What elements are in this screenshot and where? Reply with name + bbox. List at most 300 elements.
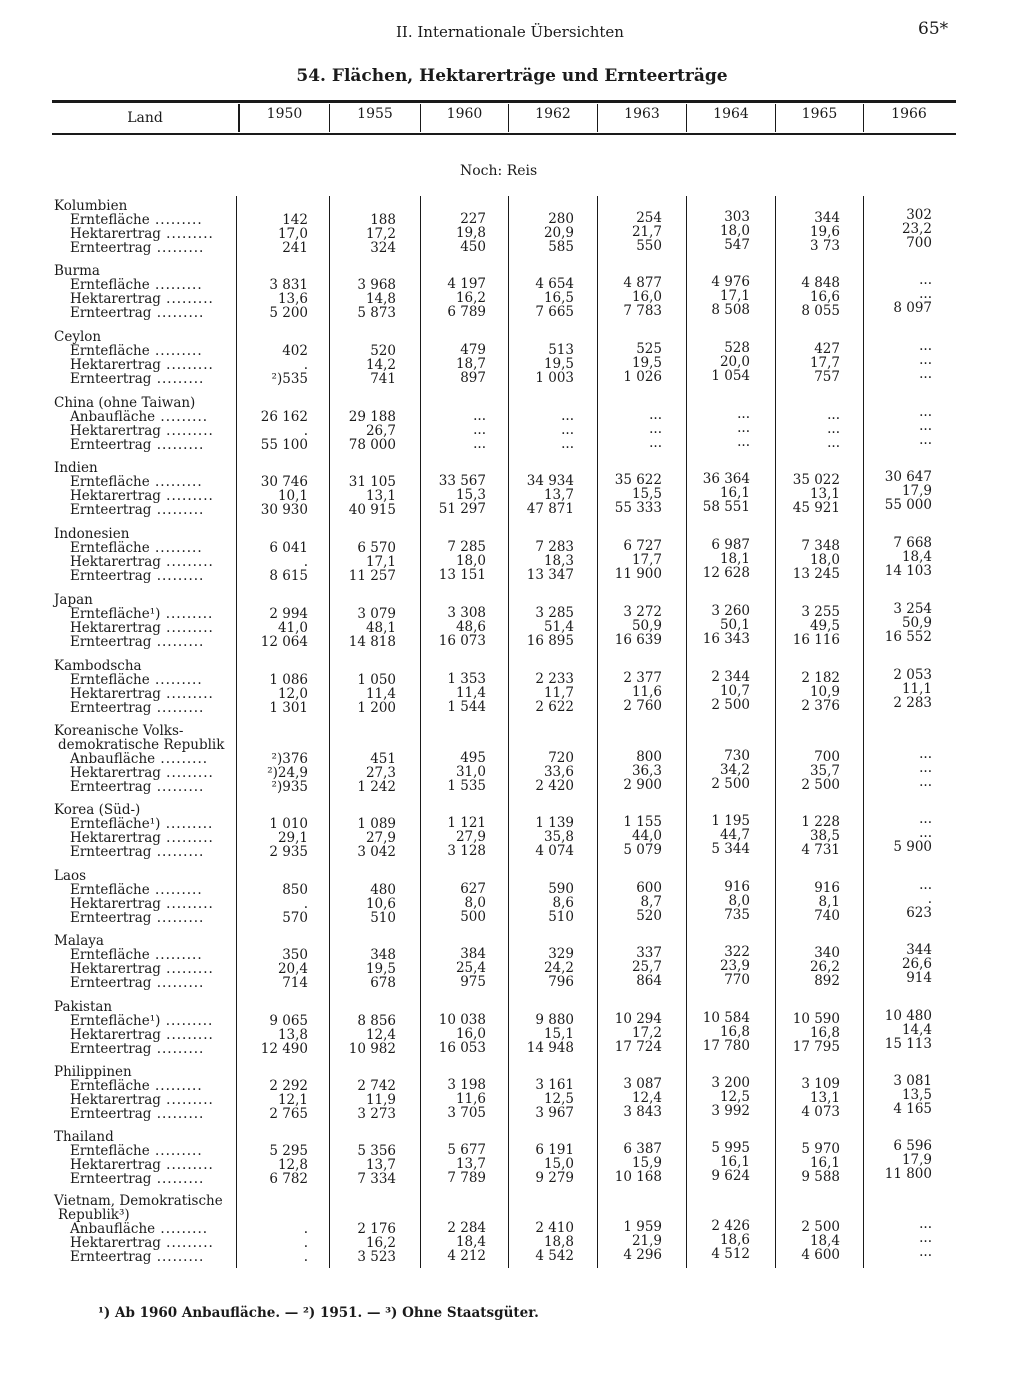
table-cell: 5 079 xyxy=(623,842,662,858)
leader-dots: ......... xyxy=(160,1157,214,1173)
leader-dots: ......... xyxy=(160,765,214,781)
leader-dots: ......... xyxy=(151,1249,205,1265)
table-cell: 1 010 xyxy=(269,816,308,832)
country-name: Malaya xyxy=(54,933,104,949)
table-cell: 13,7 xyxy=(543,487,574,503)
table-cell: 302 xyxy=(906,207,932,223)
table-cell: 48,6 xyxy=(455,619,486,635)
row-label-text: Ernteertrag xyxy=(70,568,152,584)
table-cell: 26,7 xyxy=(365,423,396,439)
table-cell: 49,5 xyxy=(809,618,840,634)
table-cell: 8 055 xyxy=(801,303,840,319)
row-label xyxy=(70,1079,203,1093)
table-cell: 3 198 xyxy=(447,1077,486,1093)
table-cell: 322 xyxy=(724,944,750,960)
table-cell: 6 041 xyxy=(269,540,308,556)
table-cell: 2 344 xyxy=(711,669,750,685)
table-cell: 13 245 xyxy=(792,566,840,582)
column-header-year: 1950 xyxy=(266,106,303,122)
col-divider xyxy=(686,196,687,1268)
table-cell: 730 xyxy=(724,748,750,764)
table-cell: ... xyxy=(919,404,932,420)
table-cell: 1 228 xyxy=(801,814,840,830)
table-cell: 16,8 xyxy=(809,1025,840,1041)
table-cell: 510 xyxy=(370,910,396,926)
table-cell: 479 xyxy=(460,342,486,358)
table-cell: 741 xyxy=(370,371,396,387)
table-cell: 2 500 xyxy=(711,697,750,713)
table-cell: 520 xyxy=(636,908,662,924)
table-cell: 27,9 xyxy=(365,830,396,846)
table-cell: 7 665 xyxy=(535,304,574,320)
leader-dots: ......... xyxy=(149,947,203,963)
country-name: Indonesien xyxy=(54,526,130,542)
table-cell: 14 818 xyxy=(348,634,396,650)
table-cell: 35,7 xyxy=(809,763,840,779)
table-cell: 1 200 xyxy=(357,700,396,716)
table-cell: 623 xyxy=(906,905,932,921)
table-cell: 33,6 xyxy=(543,764,574,780)
table-cell: 12,1 xyxy=(277,1092,308,1108)
row-label xyxy=(70,1093,214,1107)
table-cell: 6 987 xyxy=(711,537,750,553)
row-label-text: Hektarertrag xyxy=(70,226,161,242)
row-label-text: Hektarertrag xyxy=(70,291,161,307)
table-cell: 11,6 xyxy=(631,684,662,700)
row-label xyxy=(70,213,203,227)
table-cell: 4 877 xyxy=(623,275,662,291)
table-cell: 12,8 xyxy=(277,1157,308,1173)
table-cell: 340 xyxy=(814,945,840,961)
table-cell: 12 490 xyxy=(260,1041,308,1057)
table-cell: 4 654 xyxy=(535,276,574,292)
leader-dots: ......... xyxy=(149,540,203,556)
table-cell: 1 301 xyxy=(269,700,308,716)
table-cell: 916 xyxy=(724,879,750,895)
table-cell: 16 073 xyxy=(438,633,486,649)
table-cell: 55 100 xyxy=(260,437,308,453)
table-cell: 10 480 xyxy=(884,1008,932,1024)
row-label xyxy=(70,1014,213,1028)
leader-dots: ......... xyxy=(160,1027,214,1043)
row-label-text: Erntefläche¹) xyxy=(70,1013,161,1029)
table-cell: 20,9 xyxy=(543,225,574,241)
table-cell: 2 994 xyxy=(269,606,308,622)
table-cell: 7 285 xyxy=(447,539,486,555)
row-label xyxy=(70,817,213,831)
table-cell: 19,8 xyxy=(455,225,486,241)
table-cell: 3 254 xyxy=(893,601,932,617)
table-cell: 5 970 xyxy=(801,1141,840,1157)
row-label-text: Hektarertrag xyxy=(70,1157,161,1173)
row-label xyxy=(70,1250,204,1264)
table-cell: 142 xyxy=(282,212,308,228)
table-cell: 1 121 xyxy=(447,815,486,831)
row-label-text: Anbaufläche xyxy=(70,751,156,767)
table-cell: 10,1 xyxy=(277,488,308,504)
table-cell: 4 212 xyxy=(447,1248,486,1264)
table-cell: 513 xyxy=(548,342,574,358)
table-cell: ... xyxy=(919,760,932,776)
table-cell: ... xyxy=(919,825,932,841)
leader-dots: ......... xyxy=(160,423,214,439)
table-cell: ... xyxy=(919,432,932,448)
table-cell: 500 xyxy=(460,909,486,925)
table-cell: 714 xyxy=(282,975,308,991)
leader-dots: ......... xyxy=(151,1106,205,1122)
leader-dots: ......... xyxy=(160,488,214,504)
table-cell: 8 508 xyxy=(711,302,750,318)
row-label-text: Hektarertrag xyxy=(70,1092,161,1108)
country-name-continued: demokratische Republik xyxy=(58,737,225,753)
table-cell: 6 727 xyxy=(623,538,662,554)
row-label-text: Ernteertrag xyxy=(70,240,152,256)
row-label-text: Ernteertrag xyxy=(70,779,152,795)
table-cell: ²)376 xyxy=(271,751,308,767)
table-cell: 27,3 xyxy=(365,765,396,781)
row-label xyxy=(70,306,204,320)
table-cell: 528 xyxy=(724,340,750,356)
table-cell: 13,1 xyxy=(809,1090,840,1106)
table-cell: 35 022 xyxy=(792,472,840,488)
table-cell: 7 783 xyxy=(623,303,662,319)
table-cell: 17 780 xyxy=(702,1038,750,1054)
table-cell: 13,7 xyxy=(365,1157,396,1173)
table-cell: 16 552 xyxy=(884,629,932,645)
table-cell: 324 xyxy=(370,240,396,256)
table-cell: 30 930 xyxy=(260,502,308,518)
table-cell: ... xyxy=(473,422,486,438)
table-cell: 4 512 xyxy=(711,1246,750,1262)
table-cell: 480 xyxy=(370,882,396,898)
row-label xyxy=(70,438,204,452)
table-cell: 18,0 xyxy=(719,223,750,239)
table-cell: 1 086 xyxy=(269,672,308,688)
table-cell: 627 xyxy=(460,881,486,897)
leader-dots: ......... xyxy=(151,502,205,518)
table-cell: 13,5 xyxy=(901,1087,932,1103)
table-cell: 10 982 xyxy=(348,1041,396,1057)
table-cell: 14,2 xyxy=(365,357,396,373)
table-title: 54. Flächen, Hektarerträge und Ernteerträge xyxy=(296,66,728,86)
table-cell: 1 003 xyxy=(535,370,574,386)
table-cell: 33 567 xyxy=(438,473,486,489)
leader-dots: ......... xyxy=(149,882,203,898)
table-cell: 18,1 xyxy=(719,551,750,567)
table-cell: 7 668 xyxy=(893,535,932,551)
table-cell: 78 000 xyxy=(348,437,396,453)
table-cell: . xyxy=(303,357,308,373)
country-name: Japan xyxy=(54,592,93,608)
column-header-year: 1955 xyxy=(357,106,393,122)
table-cell: 29 188 xyxy=(348,409,396,425)
table-cell: 3 128 xyxy=(447,843,486,859)
table-cell: 18,6 xyxy=(719,1232,750,1248)
table-cell: 15,3 xyxy=(455,487,486,503)
table-cell: 6 782 xyxy=(269,1171,308,1187)
leader-dots: ......... xyxy=(160,961,214,977)
table-cell: 38,5 xyxy=(809,828,840,844)
table-cell: ... xyxy=(919,746,932,762)
table-cell: ... xyxy=(473,408,486,424)
country-name: Kambodscha xyxy=(54,658,142,674)
table-cell: 26 162 xyxy=(260,409,308,425)
row-label xyxy=(70,344,203,358)
table-cell: 10 038 xyxy=(438,1012,486,1028)
column-header-year: 1963 xyxy=(624,106,660,122)
row-label xyxy=(70,475,203,489)
leader-dots: ......... xyxy=(149,672,203,688)
table-cell: 19,5 xyxy=(631,355,662,371)
table-cell: 16,8 xyxy=(719,1024,750,1040)
table-cell: 13,7 xyxy=(455,1156,486,1172)
row-label xyxy=(70,1107,204,1121)
table-cell: 11,4 xyxy=(455,685,486,701)
row-label-text: Ernteertrag xyxy=(70,1171,152,1187)
table-cell: 8 856 xyxy=(357,1013,396,1029)
table-cell: ... xyxy=(919,286,932,302)
table-cell: 2 500 xyxy=(801,1219,840,1235)
row-label xyxy=(70,831,214,845)
table-cell: 1 353 xyxy=(447,671,486,687)
subheading: Noch: Reis xyxy=(460,163,538,179)
table-cell: 2 742 xyxy=(357,1078,396,1094)
row-label-text: Erntefläche xyxy=(70,277,150,293)
table-cell: 44,0 xyxy=(631,828,662,844)
row-label-text: Hektarertrag xyxy=(70,830,161,846)
table-cell: 21,9 xyxy=(631,1233,662,1249)
table-cell: 6 191 xyxy=(535,1142,574,1158)
table-cell: 344 xyxy=(814,210,840,226)
table-cell: 402 xyxy=(282,343,308,359)
table-cell: 2 900 xyxy=(623,777,662,793)
row-label-text: Hektarertrag xyxy=(70,423,161,439)
country-name: Burma xyxy=(54,263,100,279)
table-cell: 7 283 xyxy=(535,539,574,555)
table-cell: 9 065 xyxy=(269,1013,308,1029)
row-label-text: Hektarertrag xyxy=(70,765,161,781)
row-label-text: Erntefläche xyxy=(70,1143,150,1159)
table-cell: 227 xyxy=(460,211,486,227)
table-cell: 1 050 xyxy=(357,672,396,688)
row-label xyxy=(70,410,208,424)
table-cell: 12,5 xyxy=(719,1089,750,1105)
row-label-text: Erntefläche xyxy=(70,672,150,688)
table-cell: ... xyxy=(737,434,750,450)
table-cell: . xyxy=(303,1249,308,1265)
table-cell: 13 347 xyxy=(526,567,574,583)
leader-dots: ......... xyxy=(149,277,203,293)
section-header: II. Internationale Übersichten xyxy=(396,23,624,41)
table-cell: 48,1 xyxy=(365,620,396,636)
table-cell: 17,7 xyxy=(809,355,840,371)
row-label xyxy=(70,1172,204,1186)
table-cell: 44,7 xyxy=(719,827,750,843)
table-cell: 12,5 xyxy=(543,1091,574,1107)
table-cell: 2 284 xyxy=(447,1220,486,1236)
table-cell: 36 364 xyxy=(702,471,750,487)
table-cell: 13,6 xyxy=(277,291,308,307)
column-header-year: 1964 xyxy=(713,106,749,122)
table-cell: 188 xyxy=(370,212,396,228)
leader-dots: ......... xyxy=(160,1013,214,1029)
country-name: Laos xyxy=(54,868,87,884)
table-cell: 50,9 xyxy=(631,618,662,634)
table-cell: 51,4 xyxy=(543,619,574,635)
row-label-text: Anbaufläche xyxy=(70,1221,156,1237)
table-cell: 55 333 xyxy=(614,500,662,516)
table-cell: ... xyxy=(649,421,662,437)
table-cell: ... xyxy=(827,421,840,437)
row-label-text: Erntefläche xyxy=(70,540,150,556)
row-label xyxy=(70,687,214,701)
table-cell: 3 081 xyxy=(893,1073,932,1089)
table-cell: ... xyxy=(561,436,574,452)
table-cell: 17,1 xyxy=(365,554,396,570)
table-cell: 15,0 xyxy=(543,1156,574,1172)
table-cell: 19,5 xyxy=(365,961,396,977)
table-cell: 16,0 xyxy=(455,1026,486,1042)
table-cell: ... xyxy=(919,366,932,382)
leader-dots: ......... xyxy=(160,1092,214,1108)
table-cell: 2 426 xyxy=(711,1218,750,1234)
table-cell: 50,1 xyxy=(719,617,750,633)
table-cell: . xyxy=(303,1221,308,1237)
table-cell: 4 197 xyxy=(447,276,486,292)
table-cell: ... xyxy=(649,435,662,451)
table-cell: 550 xyxy=(636,238,662,254)
row-label-text: Ernteertrag xyxy=(70,634,152,650)
row-label xyxy=(70,752,208,766)
row-label-text: Ernteertrag xyxy=(70,502,152,518)
table-cell: 280 xyxy=(548,211,574,227)
row-label-text: Erntefläche¹) xyxy=(70,816,161,832)
row-label xyxy=(70,845,204,859)
table-cell: 757 xyxy=(814,369,840,385)
table-cell: 570 xyxy=(282,910,308,926)
table-cell: 11 257 xyxy=(348,568,396,584)
country-name-continued: Republik³) xyxy=(58,1207,130,1223)
table-cell: 14 103 xyxy=(884,563,932,579)
column-header-year: 1965 xyxy=(801,106,838,122)
header-rule-bottom xyxy=(52,133,956,135)
table-cell: 35 622 xyxy=(614,472,662,488)
table-cell: ... xyxy=(473,436,486,452)
leader-dots: ......... xyxy=(160,686,214,702)
table-cell: 11,1 xyxy=(901,681,932,697)
leader-dots: ......... xyxy=(151,975,205,991)
table-cell: 17,2 xyxy=(365,226,396,242)
table-cell: 10,9 xyxy=(809,684,840,700)
table-cell: 16,2 xyxy=(365,1235,396,1251)
row-label xyxy=(70,489,214,503)
row-label xyxy=(70,976,204,990)
table-cell: 6 570 xyxy=(357,540,396,556)
table-cell: 3 705 xyxy=(447,1105,486,1121)
table-cell: 47 871 xyxy=(526,501,574,517)
table-cell: 3 255 xyxy=(801,604,840,620)
table-cell: 12,4 xyxy=(365,1027,396,1043)
table-cell: 3 992 xyxy=(711,1103,750,1119)
page-number: 65* xyxy=(918,19,949,39)
table-cell: 27,9 xyxy=(455,829,486,845)
row-label xyxy=(70,701,204,715)
table-cell: 23,9 xyxy=(719,958,750,974)
table-cell: 350 xyxy=(282,947,308,963)
row-label-text: Hektarertrag xyxy=(70,1027,161,1043)
table-cell: 18,4 xyxy=(901,549,932,565)
row-label xyxy=(70,911,204,925)
table-cell: 16 639 xyxy=(614,632,662,648)
country-name: Koreanische Volks- xyxy=(54,723,184,739)
table-cell: 5 900 xyxy=(893,839,932,855)
table-cell: 11,7 xyxy=(543,685,574,701)
table-cell: 12 064 xyxy=(260,634,308,650)
table-cell: 800 xyxy=(636,749,662,765)
table-cell: 10 168 xyxy=(614,1169,662,1185)
table-cell: 17 795 xyxy=(792,1039,840,1055)
leader-dots: ......... xyxy=(160,554,214,570)
country-name: Thailand xyxy=(54,1129,114,1145)
leader-dots: ......... xyxy=(151,568,205,584)
row-label-text: Hektarertrag xyxy=(70,620,161,636)
leader-dots: ......... xyxy=(160,830,214,846)
table-cell: 11 800 xyxy=(884,1166,932,1182)
table-cell: 700 xyxy=(906,235,932,251)
table-cell: 427 xyxy=(814,341,840,357)
table-cell: ... xyxy=(649,407,662,423)
leader-dots: ......... xyxy=(160,226,214,242)
table-cell: 4 542 xyxy=(535,1248,574,1264)
header-rule-top xyxy=(52,100,956,103)
table-cell: 36,3 xyxy=(631,763,662,779)
table-cell: 451 xyxy=(370,751,396,767)
table-cell: 8,0 xyxy=(464,895,486,911)
table-cell: 34 934 xyxy=(526,473,574,489)
table-cell: 3 079 xyxy=(357,606,396,622)
table-cell: 770 xyxy=(724,972,750,988)
leader-dots: ......... xyxy=(151,779,205,795)
table-cell: 975 xyxy=(460,974,486,990)
leader-dots: ......... xyxy=(151,844,205,860)
table-cell: 16 895 xyxy=(526,633,574,649)
row-label-text: Ernteertrag xyxy=(70,910,152,926)
leader-dots: ......... xyxy=(155,1221,209,1237)
table-cell: 2 176 xyxy=(357,1221,396,1237)
table-cell: 1 544 xyxy=(447,699,486,715)
row-label xyxy=(70,358,214,372)
table-cell: ... xyxy=(561,408,574,424)
table-cell: 51 297 xyxy=(438,501,486,517)
table-cell: 34,2 xyxy=(719,762,750,778)
col-divider xyxy=(420,196,421,1268)
row-label-text: Erntefläche¹) xyxy=(70,606,161,622)
table-cell: 16 116 xyxy=(792,632,840,648)
table-cell: ... xyxy=(827,407,840,423)
table-cell: ... xyxy=(919,877,932,893)
table-cell: 2 500 xyxy=(711,776,750,792)
table-cell: 3 161 xyxy=(535,1077,574,1093)
table-cell: 30 746 xyxy=(260,474,308,490)
country-name: Korea (Süd-) xyxy=(54,802,141,818)
table-cell: 2 233 xyxy=(535,671,574,687)
table-cell: 916 xyxy=(814,880,840,896)
row-label xyxy=(70,503,204,517)
table-cell: 2 376 xyxy=(801,698,840,714)
country-name: Ceylon xyxy=(54,329,102,345)
row-label-text: Ernteertrag xyxy=(70,371,152,387)
table-cell: 9 279 xyxy=(535,1170,574,1186)
